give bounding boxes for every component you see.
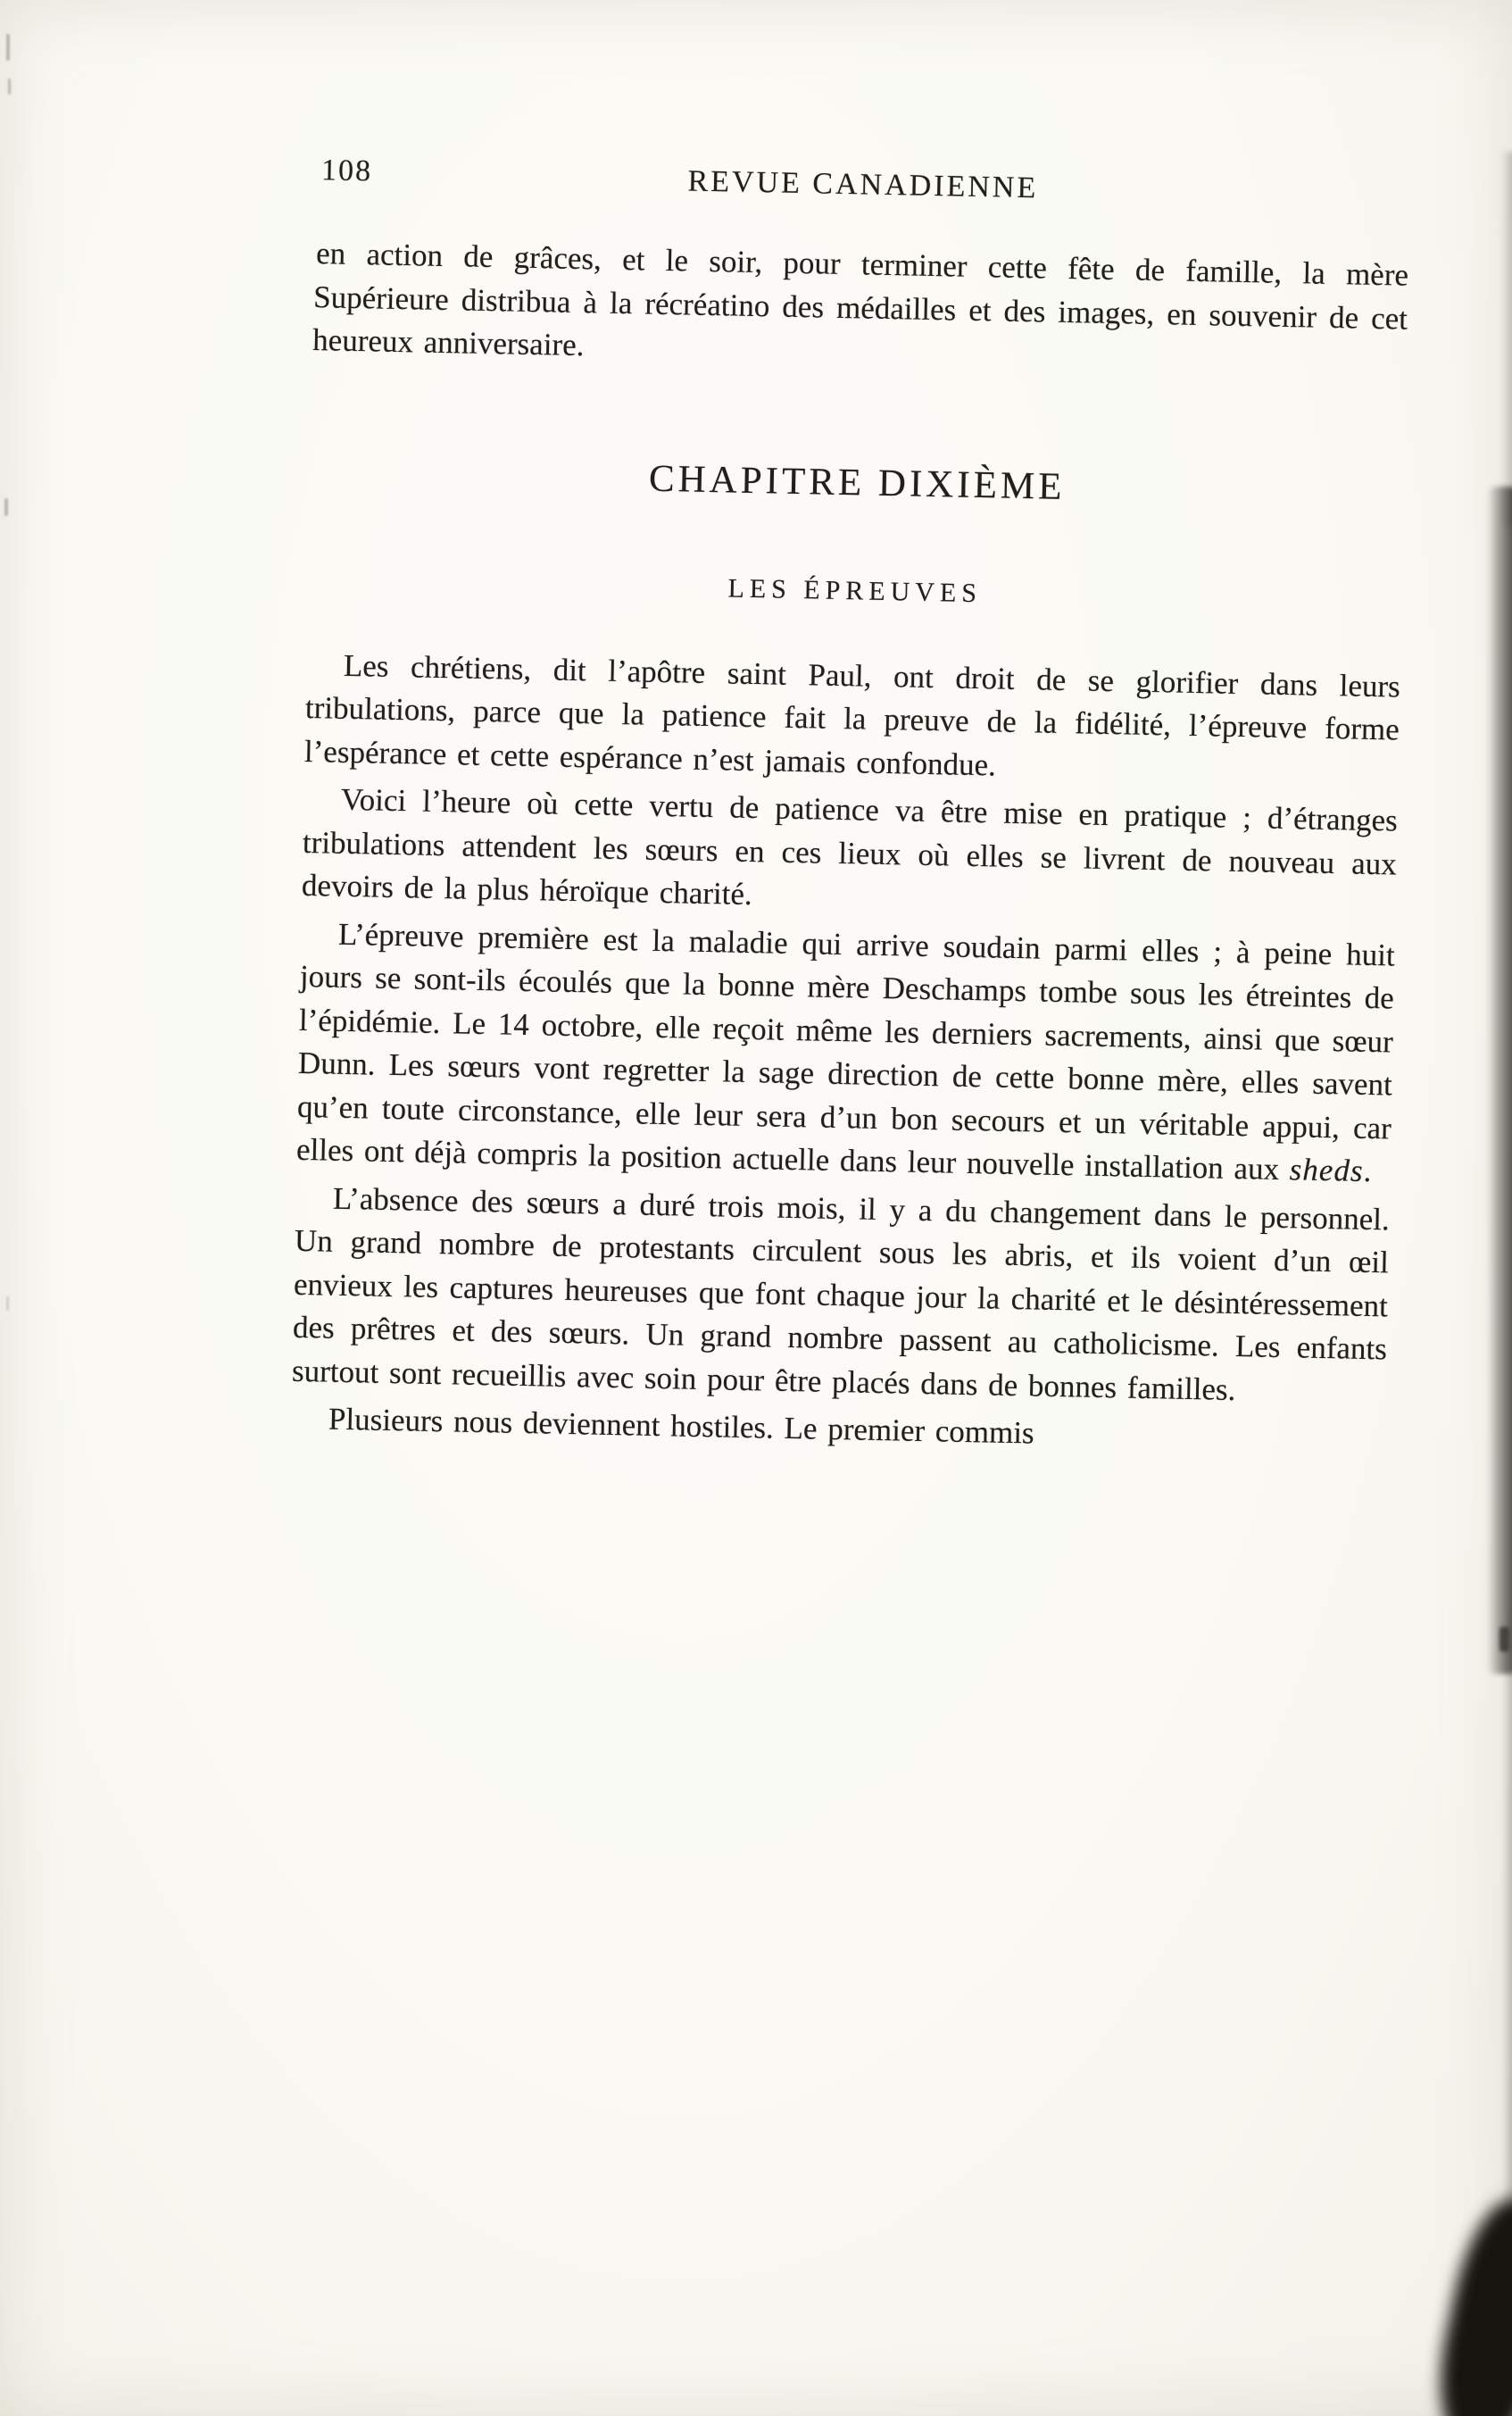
body-paragraph: [296, 912, 1396, 1194]
paragraph-text: .: [1363, 1153, 1372, 1189]
body-paragraph: L’absence des sœurs a duré trois mois, il y a du changement dans le personnel. Un grand nombre de protestants circulent sous les abris, et ils voient d’un œil envieux les captures heureuses que font chaque jour la charité et le désintéressement des prêtres et des sœurs. Un grand nombre passent au catholicisme. Les enfants surtout sont recueillis avec soin pour être placés dans de bonnes familles.: [291, 1180, 1391, 1407]
scan-edge-mark: [1500, 1627, 1509, 1652]
chapter-subtitle: LES ÉPREUVES: [727, 572, 983, 608]
journal-title: REVUE CANADIENNE: [687, 164, 1039, 205]
scan-edge-mark: [6, 1296, 9, 1311]
body-paragraph: Les chrétiens, dit l’apôtre saint Paul, ont droit de se glorifier dans leurs tribulations, parce que la patience fait la preuve de la fidélité, l’épreuve forme l’espérance et cette espérance n’est jamais confondue.: [303, 647, 1401, 783]
scan-edge-mark: [4, 498, 8, 516]
scan-binding-shadow-lower: [1502, 1652, 1512, 2223]
body-paragraph: Plusieurs nous deviennent hostiles. Le premier commis: [328, 1401, 1035, 1451]
chapter-title: CHAPITRE DIXIÈME: [648, 457, 1066, 508]
scan-corner-smudge: [1425, 2191, 1512, 2416]
scan-edge-mark: [6, 34, 10, 61]
scan-binding-shadow-upper: [1500, 152, 1512, 527]
body-paragraph: Voici l’heure où cette vertu de patience va être mise en pratique ; d’étranges tribulations attendent les sœurs en ces lieux où elles se livrent de nouveau aux devoirs de la plus héroïque charité.: [301, 781, 1399, 912]
italic-term: sheds: [1289, 1152, 1364, 1188]
page-header: [316, 154, 1411, 213]
intro-paragraph: en action de grâces, et le soir, pour terminer cette fête de famille, la mère Supérieure distribua à la récréatino des médailles et des images, en souvenir de cet heureux anniversaire.: [312, 236, 1409, 363]
paragraph-text: L’épreuve première est la maladie qui arrive soudain parmi elles ; à peine huit jours se sont-ils écoulés que la bonne mère Deschamps tombe sous les étreintes de l’épidémie. Le 14 octobre, elle reçoit même les derniers sacrements, ainsi que sœur Dunn. Les sœurs vont regretter la sage direction de cette bonne mère, elles savent qu’en toute circonstance, elle leur sera d’un bon secours et un véritable appui, car elles ont déjà compris la position actuelle dans leur nouvelle installation aux: [295, 916, 1396, 1187]
scan-binding-shadow: [1487, 487, 1512, 1674]
page-content: [291, 154, 1411, 1462]
scan-edge-mark: [8, 79, 11, 95]
page-number: 108: [320, 154, 373, 188]
